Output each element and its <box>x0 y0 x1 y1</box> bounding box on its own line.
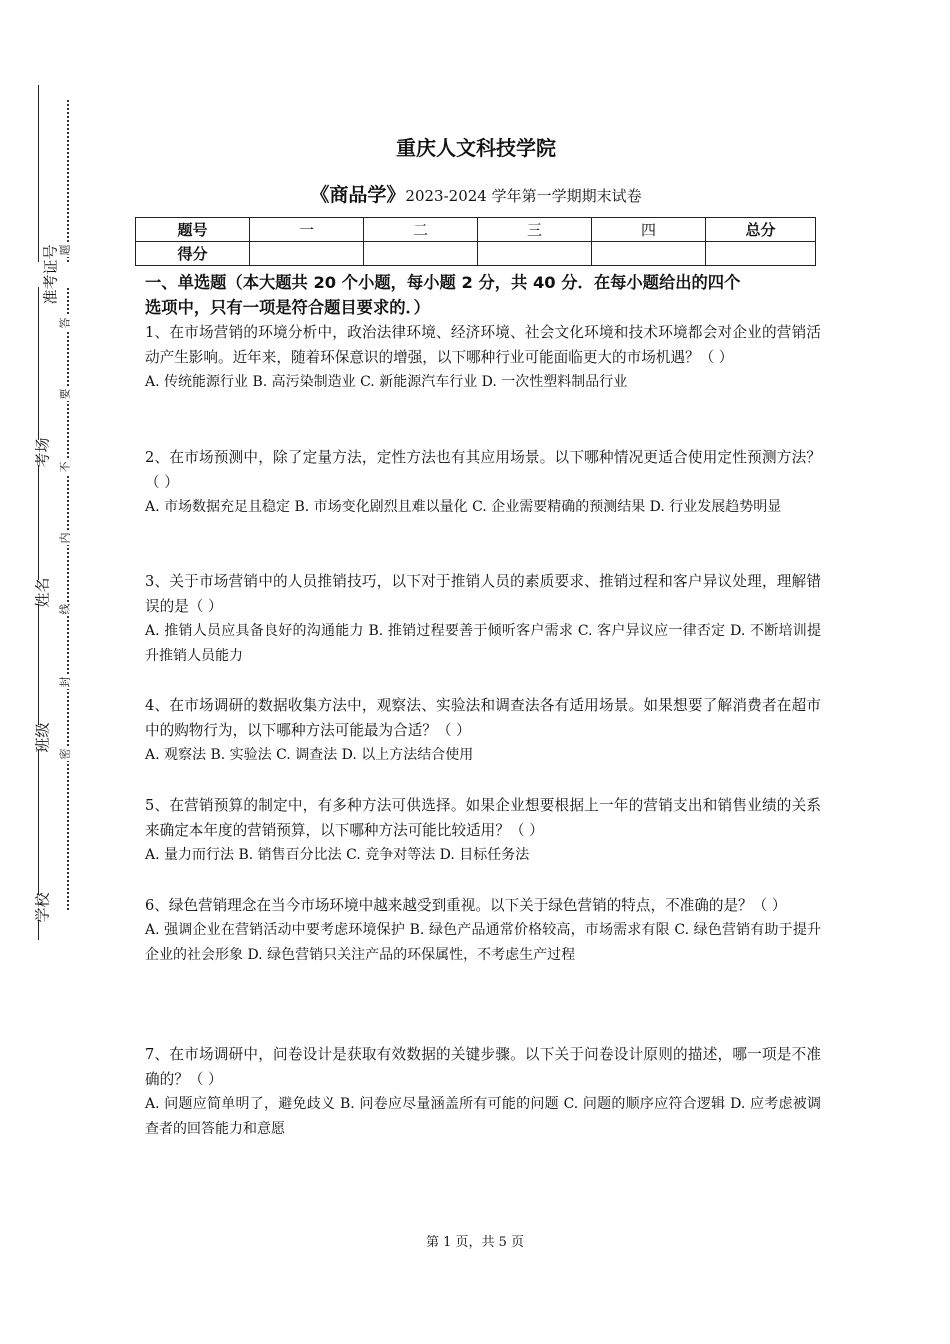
question-options: A. 观察法 B. 实验法 C. 调查法 D. 以上方法结合使用 <box>145 747 474 763</box>
question-options: A. 推销人员应具备良好的沟通能力 B. 推销过程要善于倾听客户需求 C. 客户异议应一律否定 D. 不断培训提升推销人员能力 <box>145 623 821 664</box>
question-6 <box>145 893 821 968</box>
section-title-line: 一、单选题（本大题共 20 个小题，每小题 2 分，共 40 分．在每小题给出的四个 <box>145 273 741 292</box>
label-name: 姓名 <box>27 580 57 605</box>
score-input-cell <box>250 242 364 266</box>
school-name: 重庆人文科技学院 <box>396 136 556 160</box>
question-4 <box>145 693 821 768</box>
question-stem: 7、在市场调研中，问卷设计是获取有效数据的关键步骤。以下关于问卷设计原则的描述，哪一项是不准确的？（ ） <box>145 1046 821 1088</box>
question-stem: 1、在市场营销的环境分析中，政治法律环境、经济环境、社会文化环境和技术环境都会对企业的营销活动产生影响。近年来，随着环保意识的增强，以下哪种行业可能面临更大的市场机遇？（ ） <box>145 324 821 366</box>
seal-char: 题 <box>58 244 72 256</box>
question-options: A. 传统能源行业 B. 高污染制造业 C. 新能源汽车行业 D. 一次性塑料制品行业 <box>145 374 628 390</box>
question-1 <box>145 320 821 395</box>
seal-char: 答 <box>58 317 72 329</box>
score-input-cell <box>478 242 592 266</box>
seal-char: 线 <box>58 603 72 615</box>
score-cell: 题号 <box>136 218 250 242</box>
score-table <box>135 217 816 266</box>
question-stem: 2、在市场预测中，除了定量方法，定性方法也有其应用场景。以下哪种情况更适合使用定性预测方法？（ ） <box>145 449 821 491</box>
course-name: 《商品学》 <box>310 184 406 206</box>
score-cell: 总分 <box>706 218 816 242</box>
binding-solid-line <box>38 85 39 940</box>
section-title <box>145 270 821 320</box>
question-stem: 3、关于市场营销中的人员推销技巧，以下对于推销人员的素质要求、推销过程和客户异议处理，理解错误的是（ ） <box>145 573 821 615</box>
score-input-cell <box>364 242 478 266</box>
seal-char: 不 <box>58 461 72 473</box>
question-5 <box>145 793 821 868</box>
score-cell: 四 <box>592 218 706 242</box>
seal-dotted-line <box>67 100 69 910</box>
score-table-header-row <box>136 218 816 242</box>
seal-char: 要 <box>58 388 72 400</box>
question-7 <box>145 1042 821 1142</box>
exam-term: 2023-2024 学年第一学期期末试卷 <box>405 187 642 205</box>
section-title-line: 选项中，只有一项是符合题目要求的．） <box>145 298 430 317</box>
question-stem: 6、绿色营销理念在当今市场环境中越来越受到重视。以下关于绿色营销的特点，不准确的是？（ ） <box>145 897 787 914</box>
score-cell: 二 <box>364 218 478 242</box>
question-3 <box>145 569 821 669</box>
page-number: 第 1 页，共 5 页 <box>425 1235 525 1250</box>
seal-char: 内 <box>58 532 72 544</box>
question-options: A. 市场数据充足且稳定 B. 市场变化剧烈且难以量化 C. 企业需要精确的预测结果 D. 行业发展趋势明显 <box>145 499 782 515</box>
exam-title <box>135 180 817 207</box>
question-options: A. 量力而行法 B. 销售百分比法 C. 竞争对等法 D. 目标任务法 <box>145 847 530 863</box>
label-exam-room: 考场 <box>27 440 57 465</box>
seal-char: 封 <box>58 676 72 688</box>
score-input-cell <box>592 242 706 266</box>
label-class: 班级 <box>27 725 57 750</box>
question-stem: 4、在市场调研的数据收集方法中，观察法、实验法和调查法各有适用场景。如果想要了解消费者在超市中的购物行为，以下哪种方法可能最为合适？（ ） <box>145 697 821 739</box>
score-cell: 一 <box>250 218 364 242</box>
seal-char: 密 <box>58 748 72 760</box>
question-stem: 5、在营销预算的制定中，有多种方法可供选择。如果企业想要根据上一年的营销支出和销售业绩的关系来确定本年度的营销预算，以下哪种方法可能比较适用？（ ） <box>145 797 821 839</box>
binding-margin <box>0 0 110 1344</box>
question-options: A. 问题应简单明了，避免歧义 B. 问卷应尽量涵盖所有可能的问题 C. 问题的顺序应符合逻辑 D. 应考虑被调查者的回答能力和意愿 <box>145 1096 821 1137</box>
label-school: 学校 <box>27 895 57 920</box>
label-exam-number: 准考证号 <box>20 262 80 287</box>
score-table-score-row <box>136 242 816 266</box>
question-2 <box>145 445 821 520</box>
score-cell: 得分 <box>136 242 250 266</box>
score-cell: 三 <box>478 218 592 242</box>
question-options: A. 强调企业在营销活动中要考虑环境保护 B. 绿色产品通常价格较高，市场需求有限 C. 绿色营销有助于提升企业的社会形象 D. 绿色营销只关注产品的环保属性，不考虑生产过程 <box>145 922 821 963</box>
score-input-cell <box>706 242 816 266</box>
